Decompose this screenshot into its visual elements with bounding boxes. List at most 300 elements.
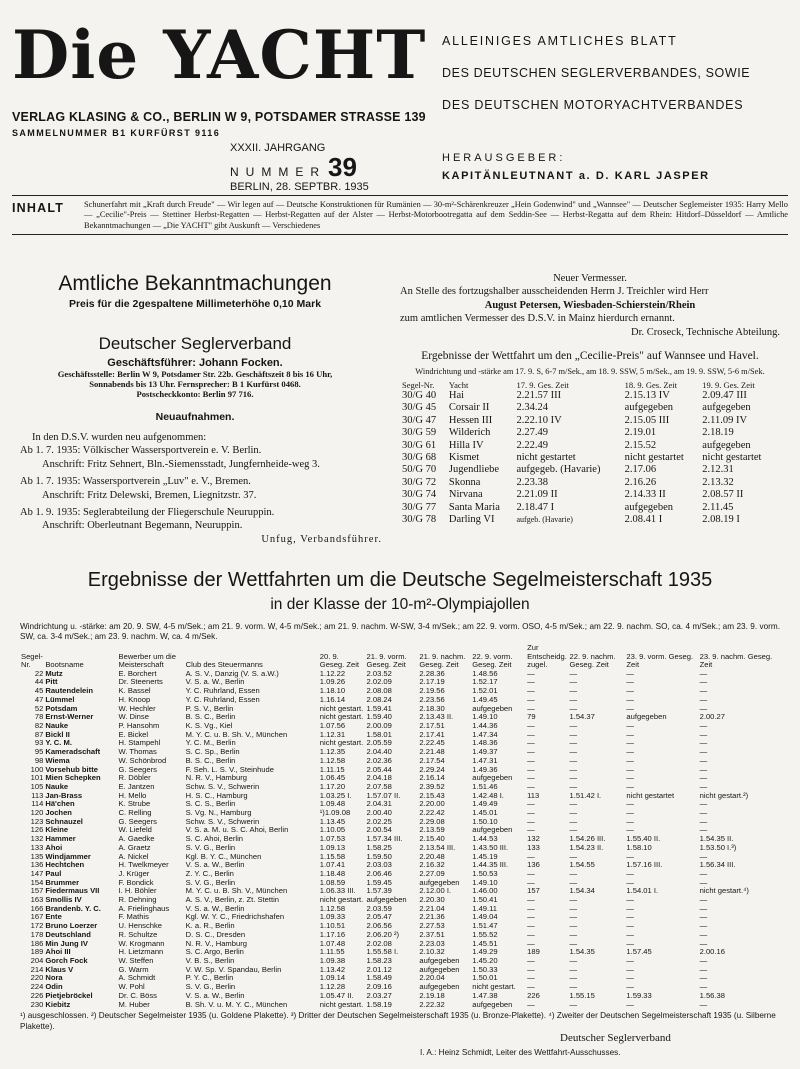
column-header: 17. 9. Ges. Zeit bbox=[516, 380, 569, 391]
table-cell: — bbox=[699, 809, 708, 818]
table-cell: 126 bbox=[30, 826, 44, 835]
table-cell: 2.13.59 bbox=[419, 826, 445, 835]
table-cell: 1.55.40 II. bbox=[626, 835, 661, 844]
table-cell: A. Frielinghaus bbox=[118, 904, 170, 913]
table-cell: 1.44.53 bbox=[472, 835, 498, 844]
table-cell: 1.58.10 bbox=[626, 843, 652, 852]
table-cell: 1.58.25 bbox=[366, 843, 392, 852]
table-cell: 1.49.36 bbox=[472, 765, 498, 774]
table-cell: 147 bbox=[30, 869, 44, 878]
table-cell: 1.51.47 bbox=[472, 922, 498, 931]
table-cell: H. Twelkmeyer bbox=[118, 861, 169, 870]
table-row bbox=[20, 800, 780, 809]
table-cell: 2.04.31 bbox=[366, 800, 392, 809]
table-cell: 1.13.45 bbox=[319, 817, 346, 826]
table-cell: Lümmel bbox=[45, 695, 75, 704]
table-cell: S. C. Ahoi, Berlin bbox=[185, 835, 244, 844]
table-cell: — bbox=[569, 826, 578, 835]
table-cell: — bbox=[527, 1000, 535, 1009]
table-row bbox=[20, 896, 780, 905]
table-cell: 167 bbox=[30, 913, 44, 922]
table-cell: 1.54.37 bbox=[569, 713, 595, 722]
table-row bbox=[20, 887, 780, 896]
table-cell: — bbox=[626, 722, 635, 730]
table-header-row bbox=[400, 380, 778, 390]
table-cell: 78 bbox=[34, 713, 44, 722]
table-cell: — bbox=[527, 765, 535, 774]
table-cell: 47 bbox=[34, 695, 44, 704]
table-row bbox=[20, 940, 780, 949]
table-cell: B. S. C., Berlin bbox=[185, 756, 236, 765]
table-cell: 1.57.16 III. bbox=[626, 861, 663, 870]
divider bbox=[12, 234, 788, 235]
table-cell: — bbox=[527, 983, 535, 992]
table-cell: 2.21.36 bbox=[419, 913, 445, 922]
surveyor-text-2: zum amtlichen Vermesser des D.S.V. in Mainz hierdurch ernannt. bbox=[400, 313, 675, 325]
table-cell: S. C. S., Berlin bbox=[185, 800, 236, 809]
table-cell: 1.45.20 bbox=[472, 956, 498, 965]
table-cell: aufgegeben bbox=[419, 878, 460, 887]
table-cell: 2.27.09 bbox=[419, 869, 445, 878]
table-cell: 2.17.06 bbox=[624, 464, 657, 476]
table-cell: 2.13.43 II. bbox=[419, 713, 454, 722]
table-cell: 2.05.44 bbox=[366, 765, 392, 774]
column-header: Club des Steuermanns bbox=[185, 660, 263, 670]
sign-organization: Deutscher Seglerverband bbox=[560, 1032, 671, 1044]
column-header: 19. 9. Ges. Zeit bbox=[702, 380, 755, 391]
table-cell: E. Bickel bbox=[118, 730, 149, 739]
table-cell: 2.27.53 bbox=[419, 922, 445, 931]
table-cell: K. a. R., Berlin bbox=[185, 922, 235, 931]
table-row bbox=[20, 748, 780, 757]
table-cell: — bbox=[527, 826, 535, 835]
table-cell: — bbox=[699, 878, 708, 887]
table-cell: — bbox=[626, 930, 635, 939]
table-row bbox=[20, 696, 780, 705]
column-header: 23. 9. vorm. Geseg. Zeit bbox=[626, 651, 694, 670]
table-cell: 113 bbox=[31, 791, 44, 800]
table-cell: S. Vg. N., Hamburg bbox=[185, 809, 252, 818]
table-cell: 186 bbox=[30, 939, 44, 948]
member-address: Anschrift: Fritz Delewski, Bremen, Liegnitzstr. 37. bbox=[42, 489, 257, 501]
table-cell: 2.29.24 bbox=[419, 765, 445, 774]
table-cell: Nauke bbox=[45, 782, 69, 791]
table-cell: — bbox=[527, 722, 535, 730]
dsv-heading: Deutscher Seglerverband bbox=[98, 334, 292, 353]
table-cell: Wiema bbox=[45, 756, 70, 765]
table-row bbox=[400, 502, 778, 514]
table-row bbox=[20, 1001, 780, 1010]
table-cell: nicht gestart. bbox=[319, 739, 364, 748]
table-cell: Y. C. Ruhrland, Essen bbox=[185, 687, 260, 696]
table-cell: Mien Schepken bbox=[45, 774, 101, 783]
table-cell: 2.28.36 bbox=[419, 669, 445, 678]
column-header: Segel-Nr. bbox=[21, 651, 43, 670]
table-cell: nicht gestartet bbox=[516, 452, 576, 464]
table-cell: 2.18.47 I bbox=[516, 501, 555, 513]
footnotes: ¹) ausgeschlossen. ²) Deutscher Segelmeister 1935 (u. Goldene Plakette). ³) Dritter der Deutschen Segelmeisterschaft 1935 (u. Bronze-Plakette). ⁴) Zweiter der Deutschen Segelmeisterschaft 1935 (u. Silberne Plakette). bbox=[20, 1011, 776, 1031]
table-cell: 1.06.45 bbox=[319, 774, 346, 783]
table-cell: Y. C. M., Berlin bbox=[185, 739, 236, 748]
table-cell: K. S. Vg., Kiel bbox=[185, 722, 233, 730]
table-cell: — bbox=[626, 678, 635, 687]
table-cell: Gorch Fock bbox=[45, 956, 88, 965]
table-cell: — bbox=[699, 965, 708, 974]
table-cell: 226 bbox=[30, 991, 44, 1000]
table-cell: Santa Maria bbox=[448, 501, 500, 513]
dsv-manager: Geschäftsführer: Johann Focken. bbox=[107, 357, 283, 369]
table-row bbox=[400, 402, 778, 414]
table-cell: — bbox=[699, 956, 708, 965]
member-address: Anschrift: Fritz Sehnert, Bln.-Siemensstadt, Jungfernheide-weg 3. bbox=[42, 458, 320, 470]
table-cell: 30/G 47 bbox=[402, 414, 437, 426]
table-cell: 1.43.50 III. bbox=[472, 843, 509, 852]
column-header: 21. 9. vorm. Geseg. Zeit bbox=[366, 651, 407, 670]
table-row bbox=[20, 670, 780, 679]
table-cell: 2.17.41 bbox=[419, 730, 445, 739]
table-cell: — bbox=[569, 774, 578, 783]
table-cell: 2.00.09 bbox=[366, 722, 392, 730]
table-cell: Fiedermaus VII bbox=[45, 887, 100, 896]
table-cell: — bbox=[626, 956, 635, 965]
editor-name: KAPITÄNLEUTNANT a. D. KARL JASPER bbox=[442, 170, 710, 182]
table-cell: — bbox=[626, 748, 635, 757]
member-entry: Ab 1. 7. 1935: Völkischer Wassersportverein e. V. Berlin. bbox=[20, 445, 262, 457]
table-cell: — bbox=[527, 817, 535, 826]
table-cell: — bbox=[569, 748, 578, 757]
table-of-contents bbox=[12, 200, 788, 231]
table-cell: nicht gestartet bbox=[624, 452, 684, 464]
table-cell: P. Y. C., Berlin bbox=[185, 974, 234, 983]
table-cell: aufgegeben bbox=[419, 956, 460, 965]
table-cell: 2.04.18 bbox=[366, 774, 392, 783]
table-row bbox=[20, 948, 780, 957]
table-cell: 1.52.17 bbox=[472, 678, 498, 687]
table-cell: N. R. V., Hamburg bbox=[185, 939, 247, 948]
table-cell: aufgegeben bbox=[626, 713, 667, 722]
table-cell: 1.07.56 bbox=[319, 722, 346, 730]
table-cell: 1.45.19 bbox=[472, 852, 498, 861]
results-title: Ergebnisse der Wettfahrten um die Deutsche Segelmeisterschaft 1935 bbox=[87, 569, 713, 591]
table-cell: 50/G 70 bbox=[402, 464, 437, 476]
table-cell: 1.54.35 II. bbox=[699, 835, 734, 844]
table-cell: 1.48.56 bbox=[472, 669, 498, 678]
table-cell: S. V. G., Berlin bbox=[185, 983, 236, 992]
table-cell: 87 bbox=[34, 730, 44, 739]
table-cell: 1.50.33 bbox=[472, 965, 498, 974]
table-cell: Schnauzel bbox=[45, 817, 83, 826]
table-cell: P. S. V., Berlin bbox=[185, 704, 234, 713]
table-cell: 1.18.10 bbox=[319, 687, 346, 696]
table-cell: P. Hansohm bbox=[118, 722, 160, 730]
table-cell: 2.18.19 bbox=[702, 427, 734, 439]
table-cell: — bbox=[626, 878, 635, 887]
table-cell: Brandenb. Y. C. bbox=[45, 904, 101, 913]
table-cell: — bbox=[527, 930, 535, 939]
table-cell: H. Knoop bbox=[118, 695, 151, 704]
table-cell: 2.15.13 IV bbox=[624, 390, 670, 402]
table-cell: — bbox=[569, 913, 578, 922]
table-cell: 2.22.10 IV bbox=[516, 414, 562, 426]
editor-label: HERAUSGEBER: bbox=[442, 152, 566, 164]
table-cell: — bbox=[626, 939, 635, 948]
table-row bbox=[20, 870, 780, 879]
table-cell: Kameradschaft bbox=[45, 748, 101, 757]
table-cell: — bbox=[569, 695, 578, 704]
table-cell: G. Seegers bbox=[118, 817, 157, 826]
table-cell: — bbox=[569, 869, 578, 878]
table-cell: V. S. a. W., Berlin bbox=[185, 861, 245, 870]
table-cell: 204 bbox=[30, 956, 44, 965]
table-cell: 100 bbox=[30, 765, 44, 774]
table-cell: 30/G 45 bbox=[402, 402, 437, 414]
table-cell: V. S. a. W., Berlin bbox=[185, 991, 245, 1000]
table-cell: 1.06.33 III. bbox=[319, 887, 356, 896]
table-cell: Ernst-Werner bbox=[45, 713, 94, 722]
table-cell: 154 bbox=[30, 878, 44, 887]
table-cell: Y. C. M. bbox=[45, 739, 72, 748]
table-cell: — bbox=[626, 922, 635, 931]
table-row bbox=[20, 844, 780, 853]
divider bbox=[12, 195, 788, 196]
table-row bbox=[20, 853, 780, 862]
table-cell: V. S. a. M. u. S. C. Ahoi, Berlin bbox=[185, 826, 289, 835]
table-cell: — bbox=[699, 782, 708, 791]
table-cell: 1.54.34 bbox=[569, 887, 595, 896]
table-cell: 2.20.04 bbox=[419, 974, 445, 983]
table-cell: F. Mathis bbox=[118, 913, 149, 922]
table-cell: Paul bbox=[45, 869, 62, 878]
table-cell: 1.44.35 III. bbox=[472, 861, 509, 870]
table-cell: Dr. Steenerts bbox=[118, 678, 163, 687]
table-cell: K. Bassel bbox=[118, 687, 151, 696]
table-cell: 1.09.26 bbox=[319, 678, 346, 687]
table-cell: 1.42.48 I. bbox=[472, 791, 504, 800]
table-row bbox=[20, 705, 780, 714]
table-cell: — bbox=[626, 869, 635, 878]
column-header: Bootsname bbox=[45, 660, 84, 670]
table-cell: K. Strube bbox=[118, 800, 151, 809]
table-cell: 1.59.45 bbox=[366, 878, 392, 887]
dsv-office-line: Geschäftsstelle: Berlin W 9, Potsdamer Str. 22b. Geschäftszeit 8 bis 16 Uhr, bbox=[57, 369, 333, 379]
table-cell: nicht gestart.²) bbox=[699, 791, 749, 800]
table-cell: R. Schultze bbox=[118, 930, 158, 939]
table-row bbox=[400, 390, 778, 402]
table-cell: 1.07.48 bbox=[319, 939, 346, 948]
table-cell: 1.49.45 bbox=[472, 695, 498, 704]
table-cell: 2.02.09 bbox=[366, 678, 392, 687]
table-cell: 1.16.14 bbox=[319, 695, 346, 704]
table-cell: — bbox=[626, 765, 635, 774]
table-cell: 132 bbox=[30, 835, 44, 844]
table-cell: — bbox=[626, 730, 635, 739]
table-cell: aufgeb. (Havarie) bbox=[516, 515, 573, 525]
table-cell: M. Y. C. u. B. Sh. V., München bbox=[185, 887, 288, 896]
table-row bbox=[400, 464, 778, 476]
table-row bbox=[20, 826, 780, 835]
table-cell: A. Schmidt bbox=[118, 974, 156, 983]
results-subtitle: in der Klasse der 10-m²-Olympiajollen bbox=[270, 596, 530, 613]
cecilie-title: Ergebnisse der Wettfahrt um den „Cecilie-Preis" auf Wannsee und Havel. bbox=[421, 350, 759, 363]
table-cell: 1.49.10 bbox=[472, 713, 498, 722]
table-cell: Pitt bbox=[45, 678, 58, 687]
table-cell: Corsair II bbox=[448, 402, 490, 414]
table-cell: Windjammer bbox=[45, 852, 91, 861]
table-header-row bbox=[20, 644, 780, 670]
table-cell: S. V. G., Berlin bbox=[185, 843, 236, 852]
table-cell: 1.12.58 bbox=[319, 904, 346, 913]
table-cell: — bbox=[527, 904, 535, 913]
table-cell: H. Lietzmann bbox=[118, 948, 164, 957]
table-cell: 1.59.50 bbox=[366, 852, 392, 861]
table-cell: — bbox=[569, 974, 578, 983]
table-cell: — bbox=[626, 669, 635, 678]
table-cell: 2.37.51 bbox=[419, 930, 445, 939]
table-cell: 1.55.58 I. bbox=[366, 948, 399, 957]
table-cell: — bbox=[626, 739, 635, 748]
table-row bbox=[400, 427, 778, 439]
table-cell: — bbox=[527, 852, 535, 861]
table-cell: — bbox=[569, 687, 578, 696]
table-cell: 1.17.16 bbox=[319, 930, 346, 939]
table-cell: — bbox=[699, 678, 708, 687]
table-cell: 2.21.04 bbox=[419, 904, 445, 913]
table-row bbox=[20, 818, 780, 827]
table-cell: N. R. V., Hamburg bbox=[185, 774, 247, 783]
official-line-1: ALLEINIGES AMTLICHES BLATT bbox=[442, 34, 678, 48]
table-cell: S. C. Sp., Berlin bbox=[185, 748, 240, 757]
table-cell: 2.05.47 bbox=[366, 913, 392, 922]
table-cell: — bbox=[527, 878, 535, 887]
table-cell: — bbox=[699, 704, 708, 713]
table-cell: 2.34.24 bbox=[516, 402, 548, 414]
table-cell: — bbox=[527, 704, 535, 713]
table-cell: 2.08.41 I bbox=[624, 514, 663, 526]
table-cell: 2.20.48 bbox=[419, 852, 445, 861]
column-header: Segel-Nr. bbox=[402, 380, 435, 391]
table-cell: — bbox=[626, 896, 635, 905]
table-cell: Hä'chen bbox=[45, 800, 75, 809]
table-cell: V. W. Sp. V. Spandau, Berlin bbox=[185, 965, 282, 974]
table-cell: — bbox=[569, 809, 578, 818]
table-cell: 1.59.40 bbox=[366, 713, 392, 722]
table-cell: Klaus V bbox=[45, 965, 74, 974]
publisher-phone: SAMMELNUMMER B1 KURFÜRST 9116 bbox=[12, 128, 221, 138]
table-cell: 1.48.36 bbox=[472, 739, 498, 748]
table-cell: 1.51.42 I. bbox=[569, 791, 602, 800]
table-cell: 1.07.53 bbox=[319, 835, 346, 844]
table-cell: Nora bbox=[45, 974, 63, 983]
table-cell: A. Gaedke bbox=[118, 835, 155, 844]
table-cell: 101 bbox=[30, 774, 44, 783]
table-row bbox=[20, 913, 780, 922]
table-cell: Ahoi bbox=[45, 843, 63, 852]
column-header: Bewerber um die Meisterschaft bbox=[118, 651, 176, 670]
table-cell: D. S. C., Dresden bbox=[185, 930, 246, 939]
table-cell: — bbox=[527, 913, 535, 922]
table-cell: — bbox=[527, 669, 535, 678]
table-row bbox=[20, 809, 780, 818]
table-cell: 226 bbox=[527, 991, 540, 1000]
table-cell: Kiebitz bbox=[45, 1000, 71, 1009]
table-cell: Hammer bbox=[45, 835, 76, 844]
announcements-column bbox=[20, 272, 390, 546]
table-row bbox=[20, 766, 780, 775]
table-cell: 44 bbox=[34, 678, 44, 687]
table-cell: 2.03.59 bbox=[366, 904, 392, 913]
table-cell: 1.49.10 bbox=[472, 878, 498, 887]
table-cell: Jugendliebe bbox=[448, 464, 500, 476]
table-cell: 2.19.56 bbox=[419, 687, 445, 696]
table-cell: 30/G 78 bbox=[402, 514, 437, 526]
table-cell: nicht gestartet bbox=[702, 452, 762, 464]
table-cell: — bbox=[569, 896, 578, 905]
table-cell: — bbox=[527, 678, 535, 687]
table-cell: aufgegeben bbox=[472, 826, 513, 835]
table-cell: B. S. C., Berlin bbox=[185, 713, 236, 722]
table-cell: 1.59.33 bbox=[626, 991, 652, 1000]
table-cell: A. S. V., Danzig (V. S. a.W.) bbox=[185, 669, 279, 678]
table-cell: — bbox=[527, 730, 535, 739]
table-row bbox=[400, 514, 778, 526]
table-cell: 2.20.30 bbox=[419, 896, 445, 905]
table-cell: — bbox=[569, 800, 578, 809]
table-cell: 189 bbox=[527, 948, 540, 957]
table-cell: — bbox=[626, 904, 635, 913]
table-cell: Hessen III bbox=[448, 414, 493, 426]
table-cell: 1.46.00 bbox=[472, 887, 498, 896]
table-cell: C. Relling bbox=[118, 809, 152, 818]
table-cell: W. Hechler bbox=[118, 704, 156, 713]
table-cell: — bbox=[569, 817, 578, 826]
table-cell: 1.57.07 II. bbox=[366, 791, 401, 800]
column-header: 22. 9. nachm. Geseg. Zeit bbox=[569, 651, 616, 670]
table-cell: 2.15.40 bbox=[419, 835, 445, 844]
results-wind: Windrichtung u. -stärke: am 20. 9. SW, 4-5 m/Sek.; am 21. 9. vorm. W, 4-5 m/Sek.; am 21. 9. nachm. W-SW, 3-4 m/Sek.; am 22. 9. vorm. OSO, 4-5 m/Sek.; am 22. 9. nachm. SO, ca. 4 m/Sek.; am 23. 9. vorm. SW, ca. 3-4 m/Sek.; am 23. 9. nachm. W, ca. 4 m/Sek. bbox=[20, 622, 780, 641]
table-cell: aufgegeben bbox=[419, 983, 460, 992]
table-cell: 1.45.01 bbox=[472, 809, 498, 818]
table-cell: 98 bbox=[34, 756, 44, 765]
table-cell: W. Liefeld bbox=[118, 826, 152, 835]
sign-person: I. A.: Heinz Schmidt, Leiter des Wettfahrt-Ausschusses. bbox=[420, 1048, 621, 1057]
table-cell: — bbox=[569, 782, 578, 791]
table-cell: 52 bbox=[34, 704, 44, 713]
issue-number-label: NUMMER bbox=[230, 165, 326, 179]
table-cell: — bbox=[699, 904, 708, 913]
table-cell: 1.12.35 bbox=[319, 748, 346, 757]
table-row bbox=[20, 835, 780, 844]
table-row bbox=[20, 774, 780, 783]
table-cell: W. Dinse bbox=[118, 713, 149, 722]
table-cell: aufgegeben bbox=[702, 439, 751, 451]
table-cell: Jan-Brass bbox=[45, 791, 83, 800]
table-cell: 30/G 40 bbox=[402, 390, 437, 402]
table-cell: Brummer bbox=[45, 878, 80, 887]
table-cell: — bbox=[569, 852, 578, 861]
table-cell: W. Pohl bbox=[118, 983, 145, 992]
table-cell: W. Thomas bbox=[118, 748, 157, 757]
table-cell: 1.47.31 bbox=[472, 756, 498, 765]
table-cell: 2.23.56 bbox=[419, 695, 445, 704]
table-cell: Darling VI bbox=[448, 514, 495, 526]
table-cell: — bbox=[569, 939, 578, 948]
table-cell: 2.01.12 bbox=[366, 965, 392, 974]
table-cell: — bbox=[527, 939, 535, 948]
table-cell: — bbox=[527, 956, 535, 965]
surveyor-heading: Neuer Vermesser. bbox=[553, 273, 627, 284]
table-cell: B. Sh. V. u. M. Y. C., München bbox=[185, 1000, 288, 1009]
table-cell: 1.09.48 bbox=[319, 800, 346, 809]
